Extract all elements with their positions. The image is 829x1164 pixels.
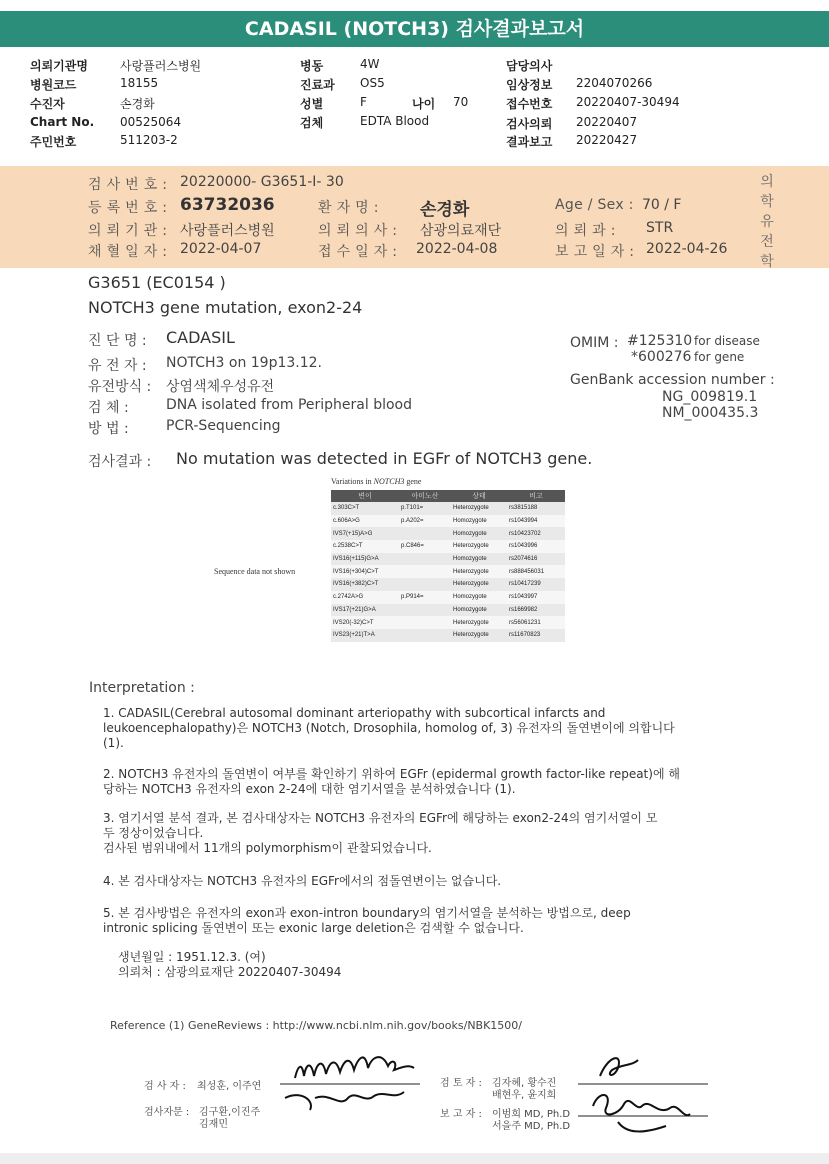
table-row: [331, 540, 565, 553]
paragraph-line: leukoencephalopathy)은 NOTCH3 (Notch, Drosophila, homolog of, 3) 유전자의 돌연변이에 의합니다: [103, 721, 675, 735]
department-vertical-label: [757, 172, 777, 272]
genbank-label: GenBank accession number :: [570, 372, 775, 388]
table-cell: rs888456031: [507, 565, 565, 578]
column-header: 변이: [331, 490, 399, 502]
table-cell: Heterozygote: [451, 565, 507, 578]
header-label: 검사의뢰: [506, 117, 553, 131]
omim-gene-for: for gene: [694, 350, 745, 364]
interpretation-paragraph-5: [103, 906, 631, 936]
header-label: 병원코드: [30, 78, 77, 92]
result-label: 검사결과 :: [88, 454, 152, 470]
reviewer-signature: [578, 1046, 718, 1156]
table-cell: rs10417239: [507, 578, 565, 591]
table-cell: [399, 553, 451, 566]
info-value: 상염색체우성유전: [166, 379, 275, 395]
result-text: No mutation was detected in EGFr of NOTCH3 gene.: [176, 449, 593, 468]
paragraph-line: 3. 염기서열 분석 결과, 본 검사대상자는 NOTCH3 유전자의 EGFr에 해당하는 exon2-24의 염기서열이 모: [103, 811, 658, 825]
interpretation-paragraph-4: [103, 874, 501, 889]
report-title: CADASIL (NOTCH3) 검사결과보고서: [0, 11, 829, 47]
header-value: 511203-2: [120, 133, 178, 147]
table-cell: rs10423702: [507, 527, 565, 540]
header-label: 검체: [300, 116, 324, 130]
column-header: 상태: [451, 490, 507, 502]
table-cell: rs2074616: [507, 553, 565, 566]
header-value: 00525064: [120, 115, 182, 129]
header-value: 4W: [360, 57, 380, 71]
patient-label: 환 자 명 :: [318, 200, 379, 216]
table-cell: [399, 629, 451, 642]
vertical-char: 유: [760, 214, 774, 230]
collect-label: 채 혈 일 자 :: [88, 244, 168, 260]
paragraph-line: 당하는 NOTCH3 유전자의 exon 2-24에 대한 염기서열을 분석하였습니다 (1).: [103, 782, 516, 796]
table-cell: [399, 527, 451, 540]
interpretation-paragraph-2: [103, 767, 680, 797]
table-cell: p.A202=: [399, 515, 451, 528]
table-cell: Homozygote: [451, 591, 507, 604]
variations-caption: [331, 477, 421, 486]
info-value: DNA isolated from Peripheral blood: [166, 397, 413, 413]
header-value: 20220427: [576, 133, 638, 147]
table-row: [331, 553, 565, 566]
birth-date: 생년월일 : 1951.12.3. (여): [118, 950, 266, 964]
table-cell: Homozygote: [451, 515, 507, 528]
reviewer-label: 검 토 자 :: [440, 1078, 482, 1089]
dept: STR: [646, 220, 674, 236]
header-label: 담당의사: [506, 59, 553, 73]
interpretation-title: Interpretation :: [89, 680, 195, 696]
header-label: 수진자: [30, 97, 65, 111]
table-row: [331, 515, 565, 528]
table-cell: Heterozygote: [451, 629, 507, 642]
header-label: 성별: [300, 97, 324, 111]
table-row: [331, 591, 565, 604]
receive-label: 접 수 일 자 :: [318, 244, 398, 260]
header-value: 사랑플러스병원: [120, 59, 202, 73]
variations-table: [331, 490, 565, 642]
header-label: 주민번호: [30, 135, 77, 149]
paragraph-line: (1).: [103, 736, 124, 750]
receive-date: 2022-04-08: [416, 241, 498, 257]
info-value: PCR-Sequencing: [166, 418, 281, 434]
table-cell: IVS20(-32)C>T: [331, 616, 399, 629]
genbank-accession: NM_000435.3: [662, 405, 759, 421]
table-cell: rs1043996: [507, 540, 565, 553]
caption-gene: NOTCH3: [373, 477, 405, 486]
consult-label: 검사자문 :: [144, 1107, 190, 1118]
report-date: 2022-04-26: [646, 241, 728, 257]
header-value: 20220407-30494: [576, 95, 680, 109]
paragraph-line: 두 정상이었습니다.: [103, 826, 204, 840]
reference: Reference (1) GeneReviews : http://www.ncbi.nlm.nih.gov/books/NBK1500/: [110, 1019, 523, 1032]
header-label: Chart No.: [30, 115, 95, 129]
test-no: 20220000- G3651-I- 30: [180, 174, 344, 190]
vertical-char: 학: [760, 254, 774, 270]
genbank-accession: NG_009819.1: [662, 389, 758, 405]
req-doc: 삼광의료재단: [420, 223, 502, 239]
reviewer-names: 배현우, 윤지희: [492, 1090, 557, 1101]
header-value: F: [360, 95, 367, 109]
report-label: 보 고 일 자 :: [555, 244, 635, 260]
header-label: 진료과: [300, 78, 335, 92]
vertical-char: 학: [760, 194, 774, 210]
table-cell: rs11670823: [507, 629, 565, 642]
table-cell: IVS7(+15)A>G: [331, 527, 399, 540]
header-value: 손경화: [120, 97, 155, 111]
table-row: [331, 527, 565, 540]
vertical-char: 의: [760, 174, 774, 190]
info-value: CADASIL: [166, 328, 235, 347]
table-row: [331, 629, 565, 642]
table-cell: [399, 604, 451, 617]
table-cell: c.2742A>G: [331, 591, 399, 604]
specimen-band: [0, 166, 829, 268]
table-cell: Heterozygote: [451, 502, 507, 515]
header-label: 나이: [412, 97, 436, 111]
tester-names: 최성훈, 이주연: [197, 1081, 262, 1092]
header-label: 의뢰기관명: [30, 59, 88, 73]
table-cell: p.C846=: [399, 540, 451, 553]
collect-date: 2022-04-07: [180, 241, 262, 257]
test-no-label: 검 사 번 호 :: [88, 177, 168, 193]
table-cell: [399, 565, 451, 578]
omim-disease-for: for disease: [694, 334, 760, 348]
table-cell: Homozygote: [451, 553, 507, 566]
omim-disease-id: #125310: [627, 333, 693, 349]
table-cell: c.606A>G: [331, 515, 399, 528]
paragraph-line: 5. 본 검사방법은 유전자의 exon과 exon-intron boundary의 염기서열을 분석하는 방법으로, deep: [103, 906, 631, 920]
paragraph-line: 1. CADASIL(Cerebral autosomal dominant arteriopathy with subcortical infarcts and: [103, 706, 606, 720]
info-label: 진 단 명 :: [88, 333, 147, 349]
header-value: 20220407: [576, 115, 638, 129]
header-label: 임상정보: [506, 78, 553, 92]
reviewer-names: 김자혜, 황수진: [492, 1078, 557, 1089]
tester-signature: [270, 1040, 430, 1120]
header-value: 70: [453, 95, 469, 109]
table-row: [331, 578, 565, 591]
table-row: [331, 565, 565, 578]
table-cell: p.P914=: [399, 591, 451, 604]
caption-prefix: Variations in: [331, 477, 374, 486]
table-cell: c.2538C>T: [331, 540, 399, 553]
age-sex-label: Age / Sex :: [555, 197, 634, 213]
table-row: [331, 616, 565, 629]
header-value: 18155: [120, 76, 159, 90]
reg-no-label: 등 록 번 호 :: [88, 200, 168, 216]
info-label: 검 체 :: [88, 400, 129, 416]
tester-label: 검 사 자 :: [144, 1081, 186, 1092]
requester: 의뢰처 : 삼광의료재단 20220407-30494: [118, 965, 342, 979]
table-cell: Homozygote: [451, 604, 507, 617]
info-label: 유 전 자 :: [88, 358, 147, 374]
table-cell: IVS16(+304)C>T: [331, 565, 399, 578]
test-name: NOTCH3 gene mutation, exon2-24: [88, 298, 363, 317]
table-cell: IVS17(+21)G>A: [331, 604, 399, 617]
req-doc-label: 의 뢰 의 사 :: [318, 223, 398, 239]
paragraph-line: 검사된 범위내에서 11개의 polymorphism이 관찰되었습니다.: [103, 841, 432, 855]
paragraph-line: 4. 본 검사대상자는 NOTCH3 유전자의 EGFr에서의 점돌연변이는 없습니다.: [103, 874, 502, 888]
column-header: 아미노산: [399, 490, 451, 502]
variations-body: [331, 502, 565, 642]
consult-names: 김구환,이진주: [199, 1107, 261, 1118]
reporter-names: 서을주 MD, Ph.D: [492, 1121, 571, 1132]
req-inst: 사랑플러스병원: [180, 223, 275, 239]
table-cell: Heterozygote: [451, 540, 507, 553]
reporter-label: 보 고 자 :: [440, 1109, 482, 1120]
paragraph-line: 2. NOTCH3 유전자의 돌연변이 여부를 확인하기 위하여 EGFr (epidermal growth factor-like repeat)에 해: [103, 767, 680, 781]
interpretation-paragraph-3: [103, 811, 657, 856]
info-value: NOTCH3 on 19p13.12.: [166, 355, 323, 371]
table-cell: Heterozygote: [451, 578, 507, 591]
reg-no: 63732036: [180, 195, 275, 215]
caption-suffix: gene: [404, 477, 422, 486]
omim-label: OMIM :: [570, 335, 619, 351]
table-cell: p.T101=: [399, 502, 451, 515]
table-row: [331, 604, 565, 617]
table-row: [331, 502, 565, 515]
column-header: 비고: [507, 490, 565, 502]
vertical-char: 전: [760, 234, 774, 250]
table-cell: rs3815188: [507, 502, 565, 515]
patient-name: 손경화: [420, 200, 470, 220]
table-cell: rs56061231: [507, 616, 565, 629]
table-cell: IVS16(+382)C>T: [331, 578, 399, 591]
table-cell: Heterozygote: [451, 616, 507, 629]
table-cell: rs1669982: [507, 604, 565, 617]
table-cell: [399, 616, 451, 629]
consult-names: 김재민: [199, 1119, 228, 1130]
page-footer-bar: [0, 1153, 829, 1164]
interpretation-paragraph-1: [103, 706, 675, 751]
table-cell: Homozygote: [451, 527, 507, 540]
table-cell: IVS16(+115)G>A: [331, 553, 399, 566]
omim-gene-id: *600276: [631, 349, 692, 365]
req-inst-label: 의 뢰 기 관 :: [88, 223, 168, 239]
table-cell: c.303C>T: [331, 502, 399, 515]
header-label: 접수번호: [506, 97, 553, 111]
table-cell: [399, 578, 451, 591]
table-cell: rs1043997: [507, 591, 565, 604]
header-value: EDTA Blood: [360, 114, 430, 128]
sequence-note: Sequence data not shown: [214, 567, 296, 576]
age-sex: 70 / F: [642, 197, 682, 213]
reporter-names: 이범희 MD, Ph.D: [492, 1109, 571, 1120]
header-label: 결과보고: [506, 135, 553, 149]
header-value: OS5: [360, 76, 385, 90]
dept-label: 의 뢰 과 :: [555, 223, 616, 239]
table-cell: rs1043994: [507, 515, 565, 528]
header-label: 병동: [300, 59, 324, 73]
table-cell: IVS23(+21)T>A: [331, 629, 399, 642]
info-label: 방 법 :: [88, 421, 129, 437]
info-label: 유전방식 :: [88, 379, 152, 395]
header-value: 2204070266: [576, 76, 653, 90]
paragraph-line: intronic splicing 돌연변이 또는 exonic large deletion은 검색할 수 없습니다.: [103, 921, 524, 935]
test-code: G3651 (EC0154 ): [88, 273, 226, 292]
